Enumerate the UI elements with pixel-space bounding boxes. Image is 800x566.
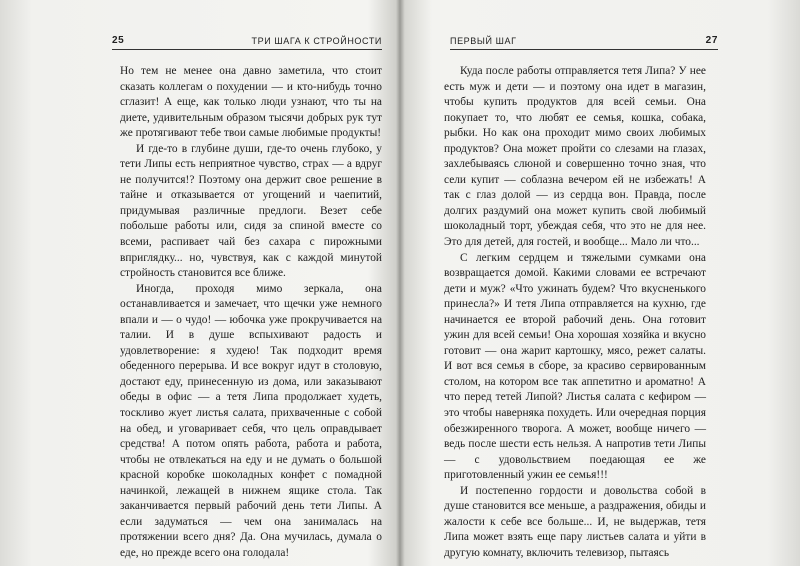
left-page-body: [120, 64, 382, 562]
paragraph: И постепенно гордости и довольства собой в душе становится все меньше, а раздражения, обиды и жалости к себе все больше... И, не выдержав, тетя Липа может взять еще пару листьев салата и уйти в другую комнату, включить телевизор, пытаясь: [444, 484, 706, 559]
running-head: ПЕРВЫЙ ШАГ: [450, 36, 517, 46]
paragraph: Куда после работы отправляется тетя Липа? У нее есть муж и дети — и поэтому она идет в магазин, чтобы купить продуктов для всей семьи. Она покупает то, что любят ее семья, кошка, собака, рыбки. Но как она проходит мимо своих любимых продуктов? Она может пройти со слезами на глазах, захлебываясь слюной и совершенно точно зная, что сели купит — соблазна вечером ей не избежать! А так с глаз долой — из сердца вон. Правда, после долгих раздумий она может купить свой любимый шоколадный торт, убеждая себя, что это не для нее. Это для детей, для гостей, и вообще... Мало ли что...: [444, 65, 706, 249]
paragraph: С легким сердцем и тяжелыми сумками она возвращается домой. Какими словами ее встречают дети и муж? «Что ужинать будем? Что вкусненького принесла?» И тетя Липа отправляется на кухню, где начинается ее второй рабочий день. Она готовит ужин для всей семьи! Она хорошая хозяйка и вкусно готовит — она жарит картошку, мясо, режет салаты. И вот вся семья в сборе, за красиво сервированным столом, на котором все так аппетитно и ароматно! А что перед тетей Липой? Листья салата с кефиром — это чтобы наверняка похудеть. Или очередная порция обезжиренного творога. А может, вообще ничего — ведь после шести есть нельзя. А напротив тети Липы — с удовольствием поедающая ее же приготовленный ужин ее семья!!!: [444, 251, 706, 482]
page-number: 25: [112, 35, 125, 46]
paragraph: Но тем не менее она давно заметила, что стоит сказать коллегам о похудении — и кто-нибудь точно сглазит! А еще, как только люди узнают, что ты на диете, удивительным образом тысячи добрых рук тут же протягивают тебе твои самые любимые продукты!: [120, 65, 382, 140]
page-number: 27: [705, 35, 718, 46]
header-rule: [450, 49, 718, 50]
paragraph: Иногда, проходя мимо зеркала, она останавливается и замечает, что щечки уже немного впали и — о чудо! — юбочка уже прокручивается на талии. И в душе вспыхивают радость и удовлетворение: я худею! Так подходит время обеденного перерыва. И все вокруг идут в столовую, достают еду, принесенную из дома, или заказывают обеды в офис — а тетя Липа продолжает худеть, тоскливо жует листья салата, прихваченные с собой на обед, и уговаривает себя, что цель оправдывает средства! А потом опять работа, работа и работа, чтобы не отвлекаться на еду и не думать о большой красной коробке шоколадных конфет с помадной начинкой, лежащей в нижнем ящике стола. Так заканчивается первый рабочий день тети Липы. А если задуматься — чем она занималась на протяжении всего дня? Да. Она мучилась, думала о еде, но прежде всего она голодала!: [120, 282, 382, 559]
running-head: ТРИ ШАГА К СТРОЙНОСТИ: [251, 36, 382, 46]
header-rule: [112, 49, 382, 50]
right-page-body: [444, 64, 706, 562]
right-page: [400, 0, 800, 566]
left-page-header: [112, 36, 382, 50]
paragraph: И где-то в глубине души, где-то очень глубоко, у тети Липы есть неприятное чувство, страх — а вдруг не получится!? Поэтому она держит свое решение в тайне и отказывается от угощений и чаепитий, придумывая различные предлоги. Везет себе побольше работы или, сидя за спиной вместе со всеми, распивает чай без сахара с пирожными вприглядку... но, чувствуя, как с каждой минутой стройность становится все ближе.: [120, 142, 382, 280]
right-page-header: [450, 36, 718, 50]
